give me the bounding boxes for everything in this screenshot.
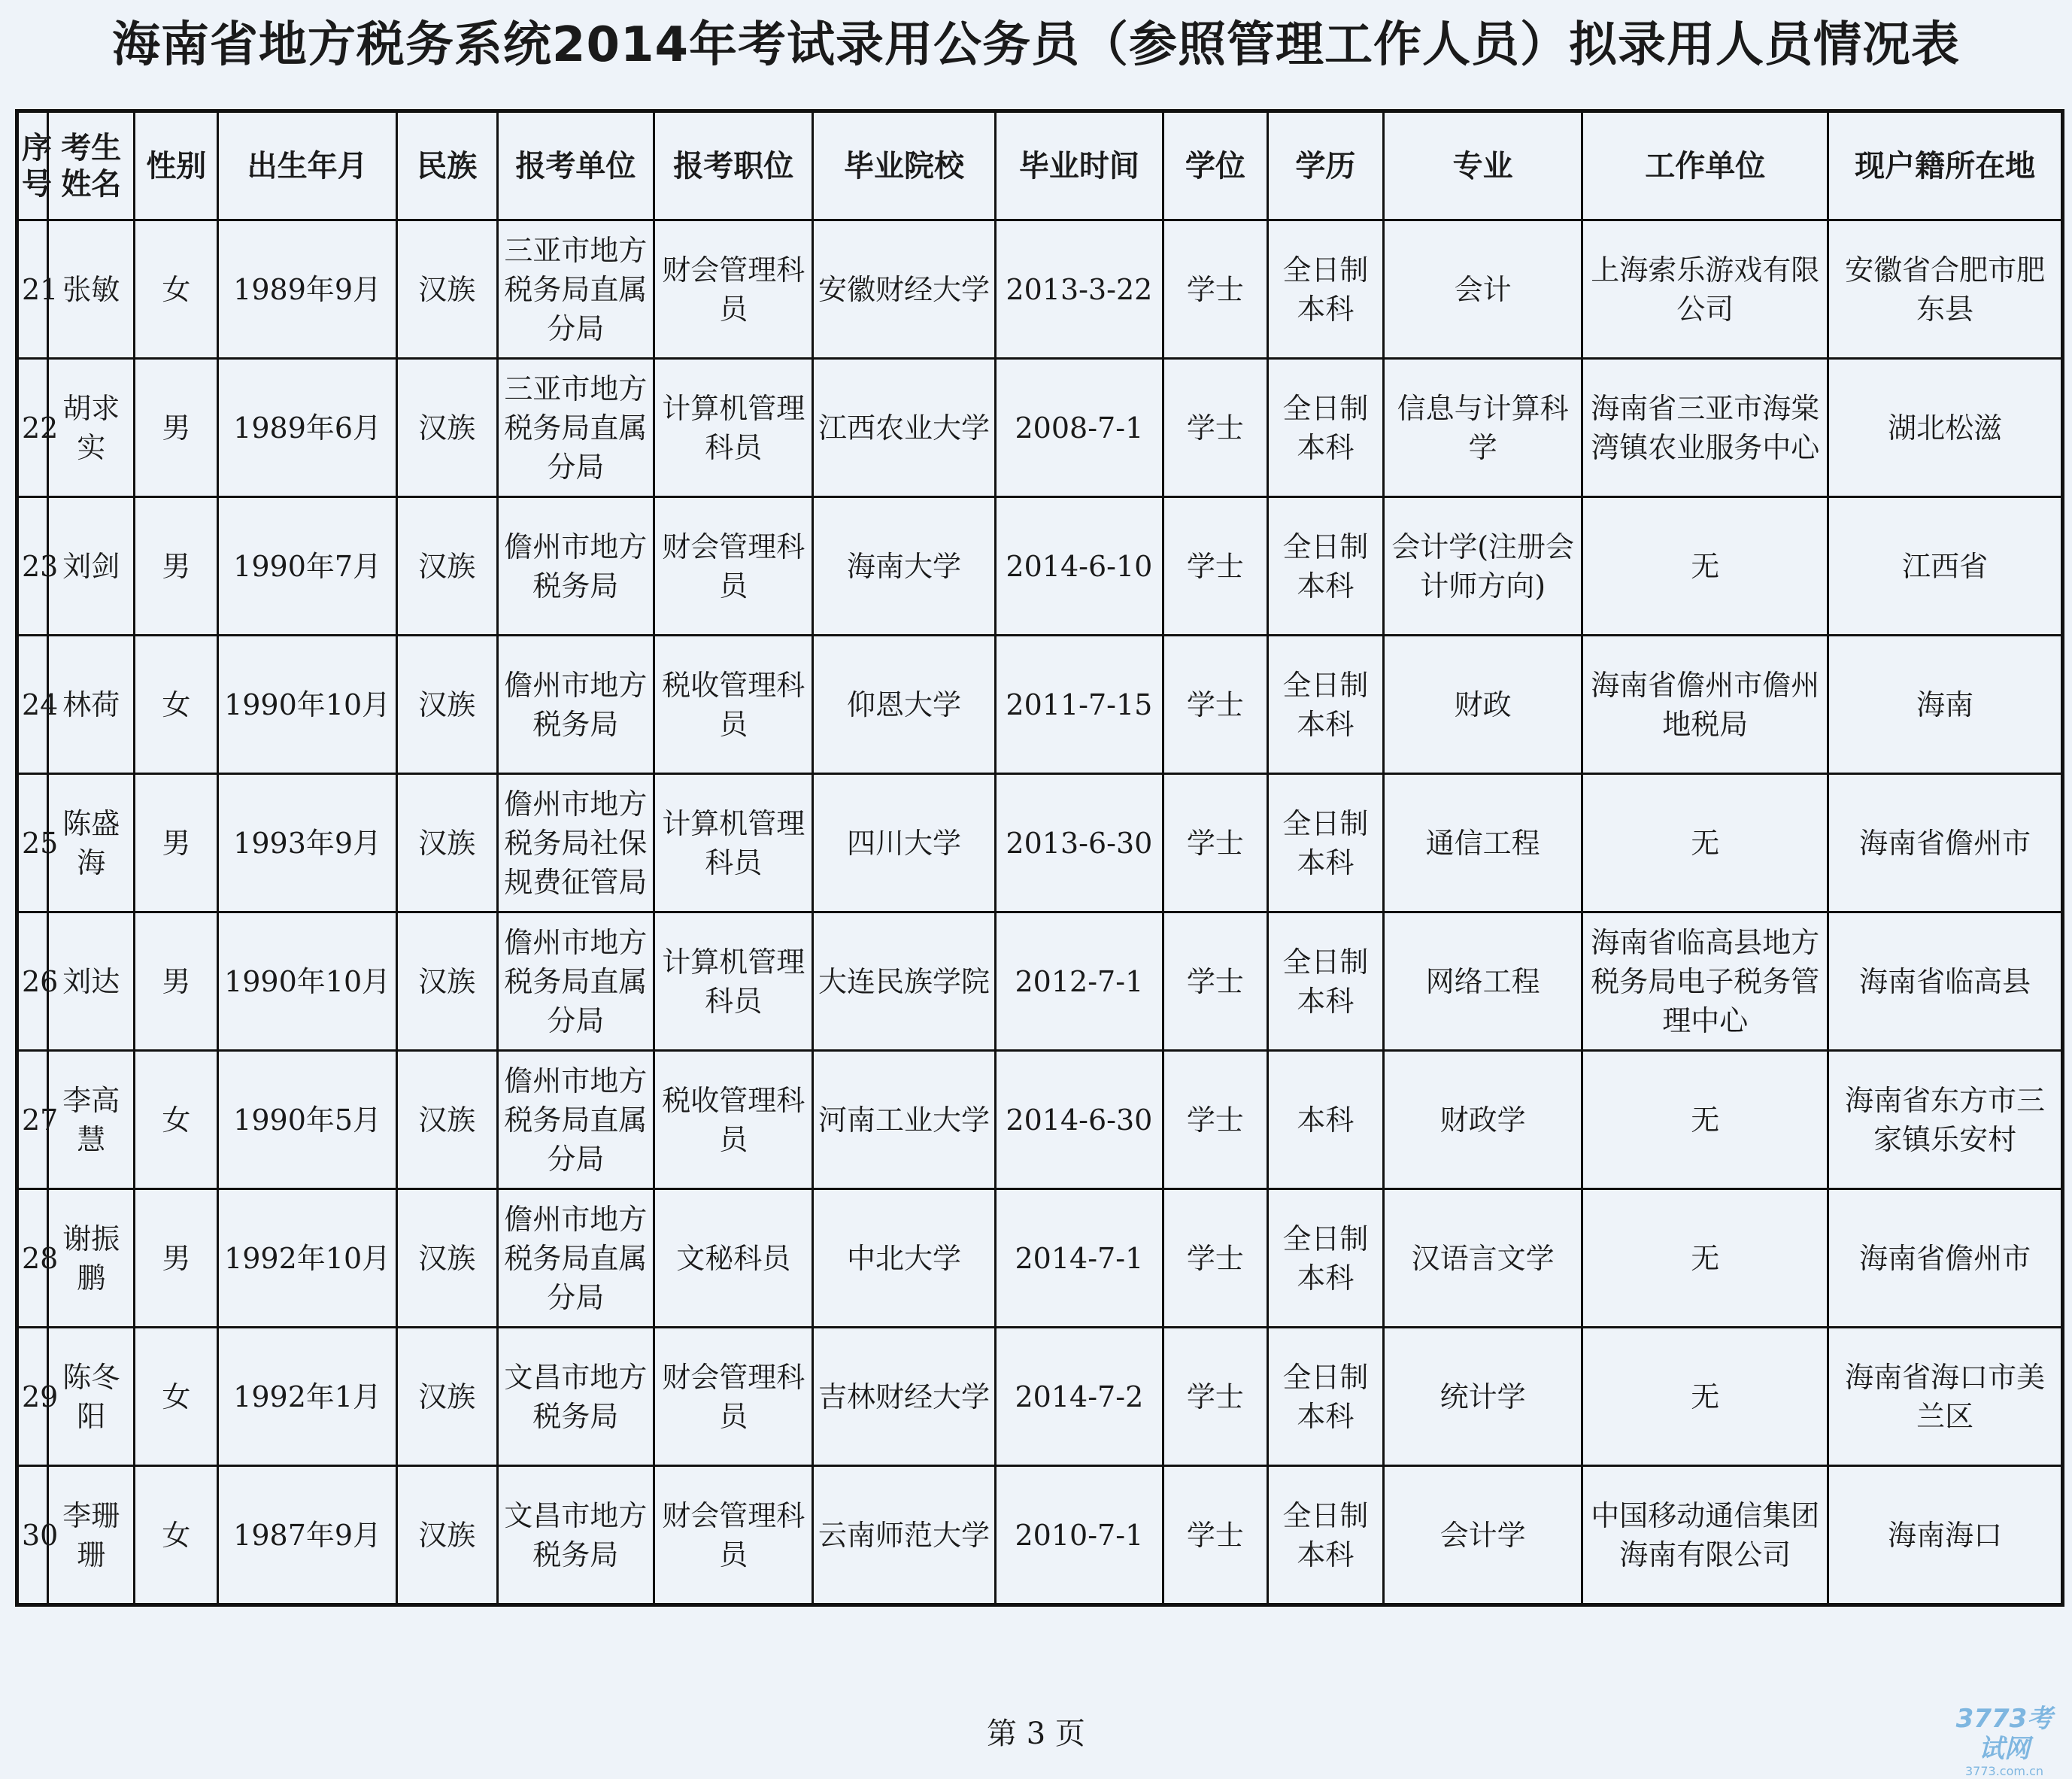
cell-school: 海南大学 [813,497,996,636]
cell-ethnicity: 汉族 [396,1051,497,1189]
cell-ethnicity: 汉族 [396,1328,497,1466]
cell-school: 云南师范大学 [813,1466,996,1605]
cell-residence: 海南省东方市三家镇乐安村 [1828,1051,2063,1189]
cell-position: 税收管理科员 [654,636,813,774]
cell-residence: 湖北松滋 [1828,359,2063,497]
cell-ethnicity: 汉族 [396,497,497,636]
cell-name: 刘剑 [48,497,135,636]
cell-residence: 安徽省合肥市肥东县 [1828,220,2063,359]
cell-birth: 1989年9月 [218,220,397,359]
cell-degree: 学士 [1163,359,1267,497]
col-header-grad-date: 毕业时间 [995,111,1163,220]
cell-school: 仰恩大学 [813,636,996,774]
cell-education: 全日制本科 [1267,1328,1383,1466]
cell-position: 计算机管理科员 [654,359,813,497]
cell-school: 大连民族学院 [813,912,996,1051]
cell-name: 李珊珊 [48,1466,135,1605]
cell-gender: 男 [135,912,218,1051]
cell-major: 通信工程 [1384,774,1582,912]
cell-education: 全日制本科 [1267,912,1383,1051]
cell-school: 河南工业大学 [813,1051,996,1189]
col-header-school: 毕业院校 [813,111,996,220]
applicant-table [15,109,2064,1607]
cell-grad-date: 2014-7-1 [995,1189,1163,1328]
cell-degree: 学士 [1163,774,1267,912]
watermark-logo: 3773考试网 [1955,1704,2053,1764]
page-number: 第 3 页 [987,1717,1085,1751]
cell-grad-date: 2013-6-30 [995,774,1163,912]
cell-education: 全日制本科 [1267,220,1383,359]
cell-degree: 学士 [1163,1051,1267,1189]
cell-position: 计算机管理科员 [654,774,813,912]
cell-employer: 无 [1582,1189,1828,1328]
cell-grad-date: 2011-7-15 [995,636,1163,774]
cell-gender: 男 [135,359,218,497]
cell-education: 全日制本科 [1267,636,1383,774]
cell-unit: 儋州市地方税务局直属分局 [497,1051,654,1189]
cell-name: 张敏 [48,220,135,359]
cell-no: 29 [17,1328,48,1466]
cell-ethnicity: 汉族 [396,359,497,497]
cell-degree: 学士 [1163,1466,1267,1605]
col-header-degree: 学位 [1163,111,1267,220]
table-row [17,359,2063,497]
cell-degree: 学士 [1163,497,1267,636]
cell-major: 财政 [1384,636,1582,774]
cell-unit: 儋州市地方税务局直属分局 [497,1189,654,1328]
cell-employer: 海南省儋州市儋州地税局 [1582,636,1828,774]
cell-school: 四川大学 [813,774,996,912]
table-row [17,1466,2063,1605]
table-row [17,1051,2063,1189]
cell-major: 会计学(注册会计师方向) [1384,497,1582,636]
cell-gender: 女 [135,1328,218,1466]
cell-employer: 无 [1582,1051,1828,1189]
cell-gender: 女 [135,1466,218,1605]
cell-residence: 海南省儋州市 [1828,1189,2063,1328]
cell-name: 谢振鹏 [48,1189,135,1328]
cell-ethnicity: 汉族 [396,220,497,359]
cell-birth: 1992年10月 [218,1189,397,1328]
cell-employer: 无 [1582,1328,1828,1466]
cell-unit: 儋州市地方税务局 [497,636,654,774]
cell-employer: 中国移动通信集团海南有限公司 [1582,1466,1828,1605]
cell-residence: 海南省海口市美兰区 [1828,1328,2063,1466]
cell-gender: 男 [135,1189,218,1328]
cell-unit: 儋州市地方税务局 [497,497,654,636]
cell-employer: 无 [1582,497,1828,636]
cell-birth: 1987年9月 [218,1466,397,1605]
table-row [17,220,2063,359]
table-header-row [17,111,2063,220]
cell-no: 21 [17,220,48,359]
col-header-unit: 报考单位 [497,111,654,220]
cell-no: 26 [17,912,48,1051]
cell-residence: 海南省临高县 [1828,912,2063,1051]
cell-gender: 男 [135,774,218,912]
col-header-education: 学历 [1267,111,1383,220]
cell-unit: 三亚市地方税务局直属分局 [497,220,654,359]
cell-position: 财会管理科员 [654,220,813,359]
cell-grad-date: 2014-6-30 [995,1051,1163,1189]
cell-unit: 儋州市地方税务局社保规费征管局 [497,774,654,912]
cell-degree: 学士 [1163,1328,1267,1466]
cell-position: 计算机管理科员 [654,912,813,1051]
col-header-no: 序号 [17,111,48,220]
table-row [17,1189,2063,1328]
table-row [17,912,2063,1051]
cell-education: 全日制本科 [1267,1189,1383,1328]
cell-education: 全日制本科 [1267,1466,1383,1605]
table-row [17,1328,2063,1466]
cell-unit: 三亚市地方税务局直属分局 [497,359,654,497]
cell-no: 23 [17,497,48,636]
cell-grad-date: 2010-7-1 [995,1466,1163,1605]
cell-gender: 女 [135,220,218,359]
cell-major: 网络工程 [1384,912,1582,1051]
cell-grad-date: 2012-7-1 [995,912,1163,1051]
cell-degree: 学士 [1163,636,1267,774]
cell-employer: 无 [1582,774,1828,912]
cell-education: 全日制本科 [1267,359,1383,497]
watermark-url: 3773.com.cn [1965,1764,2043,1778]
cell-major: 会计学 [1384,1466,1582,1605]
cell-birth: 1990年7月 [218,497,397,636]
cell-residence: 海南 [1828,636,2063,774]
cell-no: 22 [17,359,48,497]
cell-birth: 1990年10月 [218,636,397,774]
cell-ethnicity: 汉族 [396,636,497,774]
document-title: 海南省地方税务系统2014年考试录用公务员（参照管理工作人员）拟录用人员情况表 [111,17,1961,73]
table-row [17,774,2063,912]
cell-grad-date: 2014-7-2 [995,1328,1163,1466]
cell-birth: 1992年1月 [218,1328,397,1466]
cell-gender: 女 [135,636,218,774]
cell-major: 会计 [1384,220,1582,359]
cell-position: 税收管理科员 [654,1051,813,1189]
cell-no: 24 [17,636,48,774]
cell-school: 中北大学 [813,1189,996,1328]
site-watermark [1944,1704,2064,1779]
cell-ethnicity: 汉族 [396,912,497,1051]
cell-grad-date: 2008-7-1 [995,359,1163,497]
cell-name: 林荷 [48,636,135,774]
cell-degree: 学士 [1163,220,1267,359]
cell-employer: 上海索乐游戏有限公司 [1582,220,1828,359]
cell-gender: 女 [135,1051,218,1189]
cell-education: 本科 [1267,1051,1383,1189]
col-header-ethnicity: 民族 [396,111,497,220]
cell-birth: 1993年9月 [218,774,397,912]
cell-ethnicity: 汉族 [396,1189,497,1328]
col-header-employer: 工作单位 [1582,111,1828,220]
table-row [17,636,2063,774]
col-header-birth: 出生年月 [218,111,397,220]
cell-no: 28 [17,1189,48,1328]
col-header-residence: 现户籍所在地 [1828,111,2063,220]
cell-school: 安徽财经大学 [813,220,996,359]
cell-birth: 1990年10月 [218,912,397,1051]
col-header-gender: 性别 [135,111,218,220]
cell-position: 财会管理科员 [654,1466,813,1605]
cell-name: 陈盛海 [48,774,135,912]
cell-education: 全日制本科 [1267,497,1383,636]
cell-birth: 1990年5月 [218,1051,397,1189]
cell-no: 27 [17,1051,48,1189]
cell-name: 刘达 [48,912,135,1051]
cell-unit: 文昌市地方税务局 [497,1466,654,1605]
cell-school: 吉林财经大学 [813,1328,996,1466]
cell-name: 陈冬阳 [48,1328,135,1466]
cell-residence: 海南海口 [1828,1466,2063,1605]
cell-position: 文秘科员 [654,1189,813,1328]
cell-employer: 海南省三亚市海棠湾镇农业服务中心 [1582,359,1828,497]
cell-education: 全日制本科 [1267,774,1383,912]
cell-major: 汉语言文学 [1384,1189,1582,1328]
cell-name: 胡求实 [48,359,135,497]
cell-major: 信息与计算科学 [1384,359,1582,497]
cell-degree: 学士 [1163,912,1267,1051]
cell-residence: 江西省 [1828,497,2063,636]
cell-major: 统计学 [1384,1328,1582,1466]
cell-unit: 文昌市地方税务局 [497,1328,654,1466]
col-header-major: 专业 [1384,111,1582,220]
cell-school: 江西农业大学 [813,359,996,497]
col-header-position: 报考职位 [654,111,813,220]
cell-name: 李高慧 [48,1051,135,1189]
cell-residence: 海南省儋州市 [1828,774,2063,912]
cell-grad-date: 2014-6-10 [995,497,1163,636]
cell-no: 25 [17,774,48,912]
cell-gender: 男 [135,497,218,636]
cell-ethnicity: 汉族 [396,1466,497,1605]
cell-position: 财会管理科员 [654,1328,813,1466]
table-row [17,497,2063,636]
cell-unit: 儋州市地方税务局直属分局 [497,912,654,1051]
cell-position: 财会管理科员 [654,497,813,636]
col-header-name: 考生姓名 [48,111,135,220]
cell-grad-date: 2013-3-22 [995,220,1163,359]
cell-ethnicity: 汉族 [396,774,497,912]
cell-no: 30 [17,1466,48,1605]
cell-degree: 学士 [1163,1189,1267,1328]
cell-major: 财政学 [1384,1051,1582,1189]
cell-employer: 海南省临高县地方税务局电子税务管理中心 [1582,912,1828,1051]
cell-birth: 1989年6月 [218,359,397,497]
